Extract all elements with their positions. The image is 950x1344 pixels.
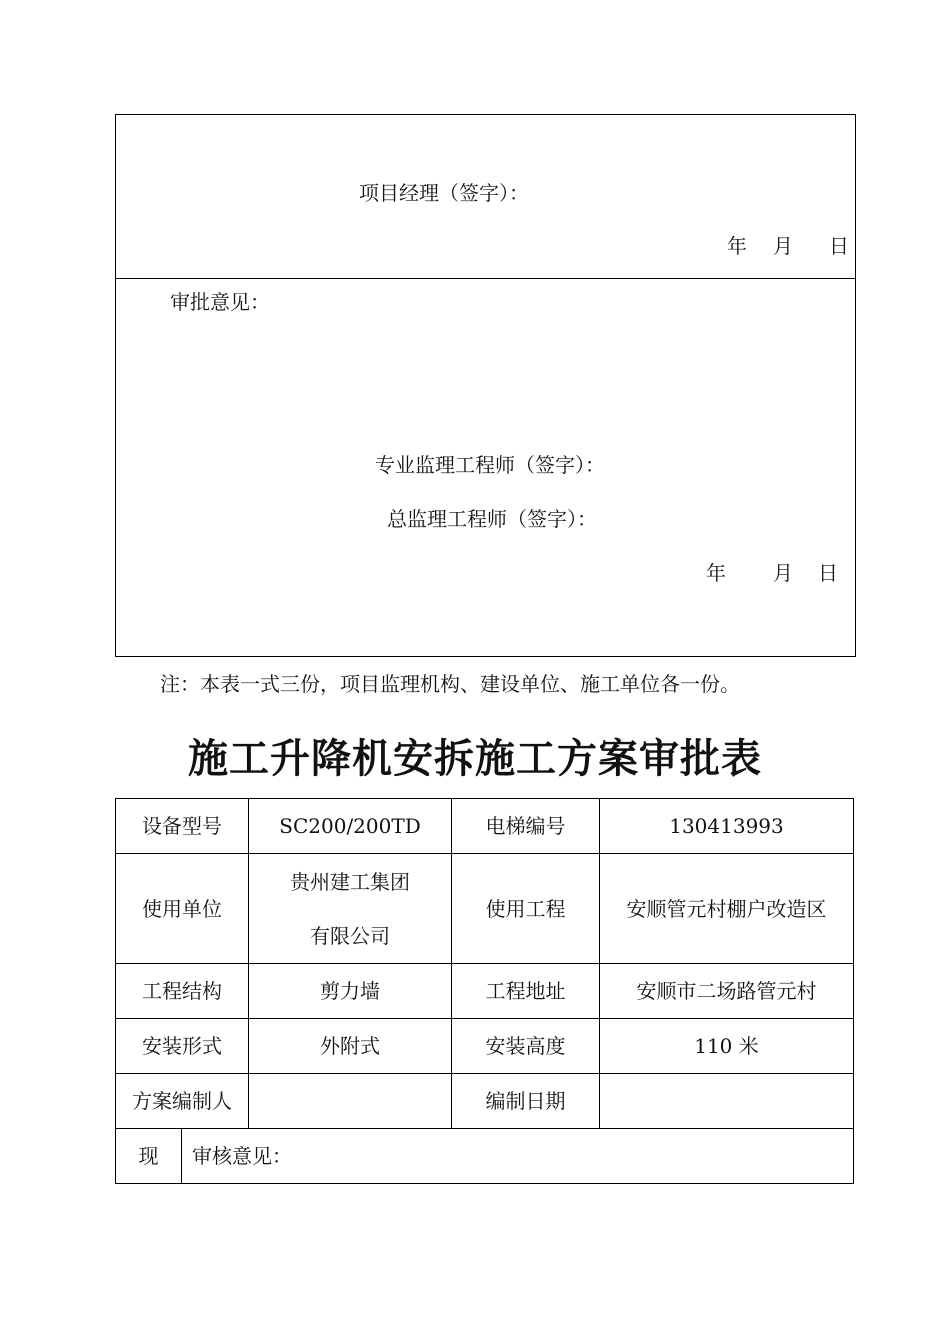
label-elevator-number: 电梯编号 [452, 799, 600, 854]
date1-day: 日 [829, 234, 849, 258]
table-row [116, 854, 854, 964]
pm-signature-label: 项目经理（签字）： [359, 181, 529, 205]
value-plan-author [249, 1074, 452, 1129]
approval-opinion-label: 审批意见： [170, 290, 270, 314]
value-install-height: 110 米 [600, 1019, 854, 1074]
page-title: 施工升降机安拆施工方案审批表 [188, 736, 762, 782]
value-structure: 剪力墙 [249, 964, 452, 1019]
label-project-address: 工程地址 [452, 964, 600, 1019]
label-install-height: 安装高度 [452, 1019, 600, 1074]
specialist-signature-label: 专业监理工程师（签字）： [375, 453, 605, 477]
label-equipment-model: 设备型号 [116, 799, 249, 854]
table-row [116, 1074, 854, 1129]
value-using-unit [249, 854, 452, 964]
date1-month: 月 [773, 234, 793, 258]
value-using-project: 安顺管元村棚户改造区 [600, 854, 854, 964]
label-install-form: 安装形式 [116, 1019, 249, 1074]
approval-table [115, 798, 854, 1184]
date2-day: 日 [818, 561, 838, 585]
using-unit-line1: 贵州建工集团 [290, 869, 410, 894]
value-install-form: 外附式 [249, 1019, 452, 1074]
label-site: 现 [116, 1129, 182, 1184]
box-divider [116, 278, 855, 279]
table-row [116, 964, 854, 1019]
label-structure: 工程结构 [116, 964, 249, 1019]
distribution-note: 注：本表一式三份，项目监理机构、建设单位、施工单位各一份。 [160, 672, 740, 696]
date1-year: 年 [727, 234, 747, 258]
label-plan-author: 方案编制人 [116, 1074, 249, 1129]
value-elevator-number: 130413993 [600, 799, 854, 854]
value-project-address: 安顺市二场路管元村 [600, 964, 854, 1019]
label-using-unit: 使用单位 [116, 854, 249, 964]
table-row [116, 1129, 854, 1184]
date2-month: 月 [773, 561, 793, 585]
chief-signature-label: 总监理工程师（签字）： [387, 507, 597, 531]
value-equipment-model: SC200/200TD [249, 799, 452, 854]
date2-year: 年 [706, 561, 726, 585]
using-unit-line2: 有限公司 [310, 923, 390, 948]
label-using-project: 使用工程 [452, 854, 600, 964]
label-compile-date: 编制日期 [452, 1074, 600, 1129]
table-row [116, 1019, 854, 1074]
value-compile-date [600, 1074, 854, 1129]
review-opinion-label: 审核意见： [182, 1129, 854, 1184]
table-row [116, 799, 854, 854]
